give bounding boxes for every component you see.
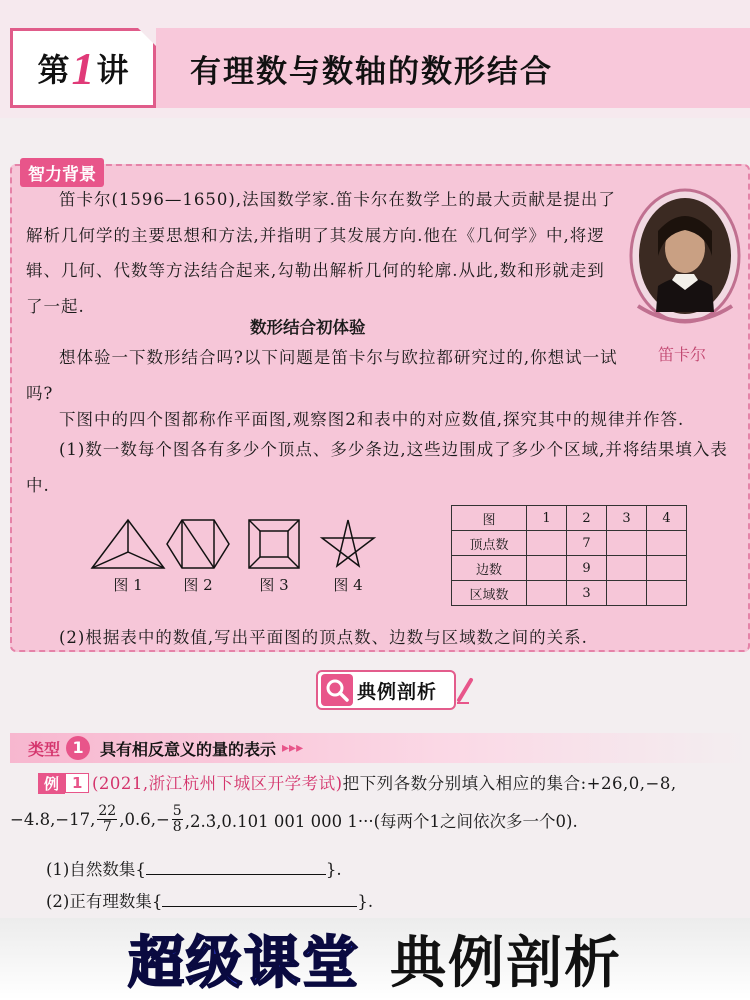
example-word: 例 <box>38 773 65 794</box>
question-2 <box>46 888 373 912</box>
table-row-label: 区域数 <box>452 581 527 606</box>
table-cell[interactable] <box>607 581 647 606</box>
type-bar <box>10 733 750 763</box>
magnifier-icon <box>321 674 353 706</box>
table-header-cell: 4 <box>647 506 687 531</box>
table-cell[interactable]: 3 <box>567 581 607 606</box>
example-source: (2021,浙江杭州下城区开学考试) <box>92 774 343 793</box>
example-analysis-badge <box>316 670 456 710</box>
lesson-number-box <box>10 28 156 108</box>
example-badge-label: 典例剖析 <box>357 680 438 703</box>
lesson-prefix: 第 <box>37 51 70 89</box>
numbers-part-b: ,0.6,− <box>119 810 170 829</box>
numbers-line <box>10 804 578 835</box>
table-row <box>452 581 687 606</box>
portrait-image <box>628 186 742 332</box>
hexagon-graph-icon <box>165 518 231 570</box>
figure-3-label: 图 3 <box>259 576 289 594</box>
table-cell[interactable]: 9 <box>567 556 607 581</box>
triple-arrow-icon: ▸▸▸ <box>282 740 304 756</box>
title-bar <box>156 28 750 108</box>
example-number: 1 <box>65 773 89 793</box>
question-1-end: }. <box>325 860 342 879</box>
type-label: 类型 <box>28 739 61 759</box>
fraction-22-7 <box>97 804 117 835</box>
figure-3 <box>234 518 314 595</box>
table-header-cell: 3 <box>607 506 647 531</box>
table-row <box>452 531 687 556</box>
banner-blue-text: 超级课堂 <box>128 931 360 996</box>
table-row-label: 边数 <box>452 556 527 581</box>
paragraph-5: (2)根据表中的数值,写出平面图的顶点数、边数与区域数之间的关系. <box>59 628 588 647</box>
numbers-part-a: −4.8,−17, <box>10 810 96 829</box>
type-number: 1 <box>66 736 90 760</box>
figure-4 <box>308 518 388 595</box>
page-header <box>0 0 750 118</box>
triangle-graph-icon <box>90 518 166 570</box>
question-1 <box>46 856 342 880</box>
promo-banner <box>0 918 750 1000</box>
table-row <box>452 556 687 581</box>
table-cell[interactable] <box>527 531 567 556</box>
table-header-cell: 图 <box>452 506 527 531</box>
lesson-number: 1 <box>71 42 95 94</box>
example-question <box>92 770 677 794</box>
answer-blank-2[interactable] <box>162 892 357 907</box>
table-row-label: 顶点数 <box>452 531 527 556</box>
page-title: 有理数与数轴的数形结合 <box>190 53 553 90</box>
table-cell[interactable] <box>527 556 567 581</box>
question-1-label: (1)自然数集{ <box>46 860 146 879</box>
lesson-suffix: 讲 <box>96 51 129 89</box>
figure-1-label: 图 1 <box>113 576 143 594</box>
example-tag <box>38 772 89 794</box>
data-table <box>451 505 687 606</box>
sub-heading: 数形结合初体验 <box>250 318 366 337</box>
fraction-denominator: 8 <box>172 819 182 835</box>
fraction-numerator: 5 <box>172 803 182 819</box>
table-cell[interactable] <box>647 531 687 556</box>
portrait-caption: 笛卡尔 <box>658 345 707 364</box>
example-text: 把下列各数分别填入相应的集合:+26,0,−8, <box>342 774 677 793</box>
numbers-part-c: ,2.3̇,0.101 001 000 1···(每两个1之间依次多一个0). <box>184 811 578 831</box>
pen-icon <box>455 676 475 704</box>
paragraph-4: (1)数一数每个图各有多少个顶点、多少条边,这些边围成了多少个区域,并将结果填入表中. <box>26 440 728 495</box>
figure-1 <box>88 518 168 595</box>
question-2-label: (2)正有理数集{ <box>46 892 163 911</box>
figure-2-label: 图 2 <box>183 576 213 594</box>
fraction-5-8 <box>172 804 183 835</box>
table-cell[interactable] <box>647 556 687 581</box>
star-graph-icon <box>319 518 377 570</box>
fraction-denominator: 7 <box>102 819 112 835</box>
table-header-row <box>452 506 687 531</box>
banner-black-text: 典例剖析 <box>390 931 622 996</box>
fraction-numerator: 22 <box>98 803 117 819</box>
figure-4-label: 图 4 <box>333 576 363 594</box>
type-title: 具有相反意义的量的表示 <box>100 739 277 759</box>
intro-paragraph: 笛卡尔(1596—1650),法国数学家.笛卡尔在数学上的最大贡献是提出了解析几何学的主要思想和方法,并指明了其发展方向.他在《几何学》中,将逻辑、几何、代数等方法结合起来,勾勒出解析几何的轮廓.从此,数和形就走到了一起. <box>26 190 616 316</box>
table-cell[interactable] <box>647 581 687 606</box>
table-cell[interactable] <box>527 581 567 606</box>
figure-2 <box>158 518 238 595</box>
paragraph-2: 想体验一下数形结合吗?以下问题是笛卡尔与欧拉都研究过的,你想试一试吗? <box>26 348 618 403</box>
square-graph-icon <box>246 518 302 570</box>
table-cell[interactable] <box>607 531 647 556</box>
table-cell[interactable] <box>607 556 647 581</box>
section-tag: 智力背景 <box>20 158 104 187</box>
paragraph-3: 下图中的四个图都称作平面图,观察图2和表中的对应数值,探究其中的规律并作答. <box>59 410 685 429</box>
question-2-end: }. <box>357 892 374 911</box>
table-cell[interactable]: 7 <box>567 531 607 556</box>
table-header-cell: 1 <box>527 506 567 531</box>
answer-blank-1[interactable] <box>146 860 326 875</box>
table-header-cell: 2 <box>567 506 607 531</box>
